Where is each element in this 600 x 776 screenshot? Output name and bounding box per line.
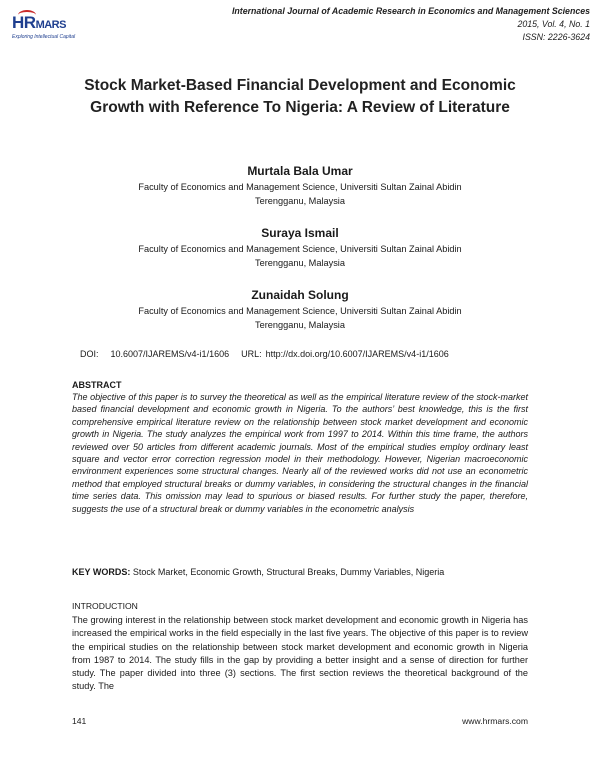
doi-line	[80, 349, 461, 359]
journal-issn: ISSN: 2226-3624	[522, 32, 590, 42]
journal-header	[232, 5, 590, 44]
url-label: URL:	[241, 349, 262, 359]
doi-url-link[interactable]: http://dx.doi.org/10.6007/IJAREMS/v4-i1/1606	[265, 349, 449, 359]
author-name: Zunaidah Solung	[251, 288, 349, 302]
journal-volume: 2015, Vol. 4, No. 1	[517, 19, 590, 29]
doi-label: DOI:	[80, 349, 99, 359]
publisher-logo	[12, 10, 74, 46]
logo-wordmark	[12, 13, 66, 33]
author-affiliation-location: Terengganu, Malaysia	[255, 196, 345, 206]
logo-tagline: Exploring Intellectual Capital	[12, 34, 76, 40]
logo-text: HR	[12, 13, 36, 32]
doi-value[interactable]: 10.6007/IJAREMS/v4-i1/1606	[110, 349, 230, 359]
author-block	[60, 224, 540, 270]
author-block	[60, 162, 540, 208]
author-affiliation: Faculty of Economics and Management Science, Universiti Sultan Zainal Abidin	[138, 182, 462, 192]
author-affiliation: Faculty of Economics and Management Science, Universiti Sultan Zainal Abidin	[138, 306, 462, 316]
logo-sub: MARS	[35, 19, 66, 31]
author-name: Murtala Bala Umar	[247, 164, 353, 178]
keywords-label: KEY WORDS:	[72, 567, 131, 577]
author-block	[60, 286, 540, 332]
author-name: Suraya Ismail	[261, 226, 339, 240]
introduction-heading: INTRODUCTION	[72, 601, 138, 611]
paper-title: Stock Market-Based Financial Development and Economic Growth with Reference To Nigeria: A Review of Literature	[84, 77, 516, 116]
author-affiliation-location: Terengganu, Malaysia	[255, 320, 345, 330]
abstract-text: The objective of this paper is to survey the theoretical as well as the empirical literature review of the stock-market based financial development and economic growth in Nigeria. To the authors’ best knowledge, this is the first comprehensive empirical literature review on the relationship between stock market development and economic growth in Nigeria. The study analyzes the empirical work from 1997 to 2014. Within this time frame, the authors reviewed over 50 articles from different academic journals. Most of the empirical studies employ ordinary least square and vector error correction regression model in their methodology. However, Nigerian macroeconomic environment experiences some structural changes. Nearly all of the reviewed works did not use an econometric method that employed structural breaks or dummy variables, in considering the structural changes in the financial time series data. This omission may lead to spurious or biased results. For further study the paper, therefore, suggests the use of a structural break or dummy variables in the econometric analysis	[72, 392, 528, 514]
journal-name: International Journal of Academic Research in Economics and Management Sciences	[231, 6, 590, 16]
author-affiliation-location: Terengganu, Malaysia	[255, 258, 345, 268]
keywords-text: Stock Market, Economic Growth, Structural Breaks, Dummy Variables, Nigeria	[132, 567, 445, 577]
abstract-heading: ABSTRACT	[72, 380, 122, 390]
author-affiliation: Faculty of Economics and Management Science, Universiti Sultan Zainal Abidin	[138, 244, 462, 254]
introduction-text: The growing interest in the relationship between stock market development and economic growth in Nigeria has increased the empirical works in the field especially in the last five years. The objective of this paper is to review the empirical studies on the relationship between stock market development and economic growth in Nigeria from 1987 to 2014. The study fills in the gap by providing a better insight and a sense of direction for further study. The paper divided into three (3) sections. The first section reviews the theoretical background of the study. The	[72, 615, 528, 692]
page-number: 141	[72, 716, 87, 726]
website-link[interactable]: www.hrmars.com	[462, 716, 528, 726]
keywords-line	[72, 567, 528, 577]
